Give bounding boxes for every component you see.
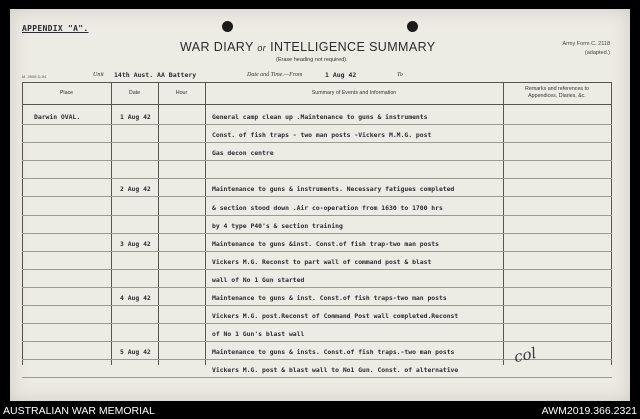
entry-summary: by 4 type P40's & section training (212, 222, 343, 230)
appendix-label: APPENDIX "A". (22, 24, 89, 33)
entry-summary: Vickers M.G. post.Reconst of Command Post wall completed.Reconst (212, 312, 459, 320)
entry-summary: Maintenance to guns &inst. Const.of fish trap-two man posts (212, 240, 440, 248)
row-rule (22, 178, 612, 179)
column-header-place: Place (59, 90, 74, 96)
entry-summary: Maintenance to guns & instruments. Necessary fatigues completed (212, 185, 455, 193)
column-header-date: Date (128, 90, 141, 96)
entry-summary: Gas decon centre (212, 149, 274, 157)
entry-date: 5 Aug 42 (120, 348, 151, 356)
page-subtitle: (Erase heading not required). (276, 57, 348, 63)
row-rule (22, 305, 612, 306)
page-title: WAR DIARY or INTELLIGENCE SUMMARY (180, 40, 436, 54)
row-rule (22, 196, 612, 197)
row-rule (22, 323, 612, 324)
punch-hole-left (222, 21, 233, 32)
entry-summary: Const. of fish traps - two man posts -Vickers M.M.G. post (212, 131, 432, 139)
entry-summary: & section stood down .Air co-operation from 1630 to 1700 hrs (212, 204, 443, 212)
date-from-label: Date and Time.—From (247, 72, 303, 78)
entry-summary: Maintenance to guns & insts. Const.of fish traps.-two man posts (212, 348, 455, 356)
row-rule (22, 341, 612, 342)
column-header-summary: Summary of Events and Information (311, 90, 397, 96)
archive-caption: AUSTRALIAN WAR MEMORIAL (3, 405, 155, 417)
column-header-hour: Hour (175, 90, 188, 96)
unit-value: 14th Aust. AA Battery (114, 71, 197, 79)
archive-reference: AWM2019.366.2321 (541, 405, 637, 417)
entry-summary: General camp clean up .Maintenance to guns & instruments (212, 113, 428, 121)
entry-summary: Vickers M.G. post & blast wall to No1 Gun. Const. of alternative (212, 366, 459, 374)
row-rule (22, 124, 612, 125)
punch-hole-right (407, 21, 418, 32)
form-reference: Army Form C. 2118 (adapted.) (562, 41, 610, 56)
entry-summary: Maintenance to guns & inst. Const.of fish traps-two man posts (212, 294, 447, 302)
entry-summary: of No 1 Gun's blast wall (212, 330, 305, 338)
row-rule (22, 142, 612, 143)
row-rule (22, 160, 612, 161)
entry-date: 1 Aug 42 (120, 113, 151, 121)
row-rule (22, 215, 612, 216)
column-header-remarks: Remarks and references to Appendices, Diaries, &c. (525, 86, 589, 99)
signature: col (512, 343, 538, 367)
row-rule (22, 377, 612, 378)
row-rule (22, 287, 612, 288)
form-number: M. 3908 D-54 (22, 74, 47, 79)
entry-date: 2 Aug 42 (120, 185, 151, 193)
entry-summary: Vickers M.G. Reconst to part wall of command post & blast (212, 258, 432, 266)
row-rule (22, 251, 612, 252)
row-rule (22, 233, 612, 234)
entry-summary: wall of No 1 Gun started (212, 276, 305, 284)
unit-label: Unit (93, 72, 104, 78)
entry-date: 4 Aug 42 (120, 294, 151, 302)
date-to-label: To (397, 72, 403, 78)
entry-place: Darwin OVAL. (34, 113, 81, 121)
row-rule (22, 269, 612, 270)
entry-date: 3 Aug 42 (120, 240, 151, 248)
date-from-value: 1 Aug 42 (325, 71, 357, 79)
